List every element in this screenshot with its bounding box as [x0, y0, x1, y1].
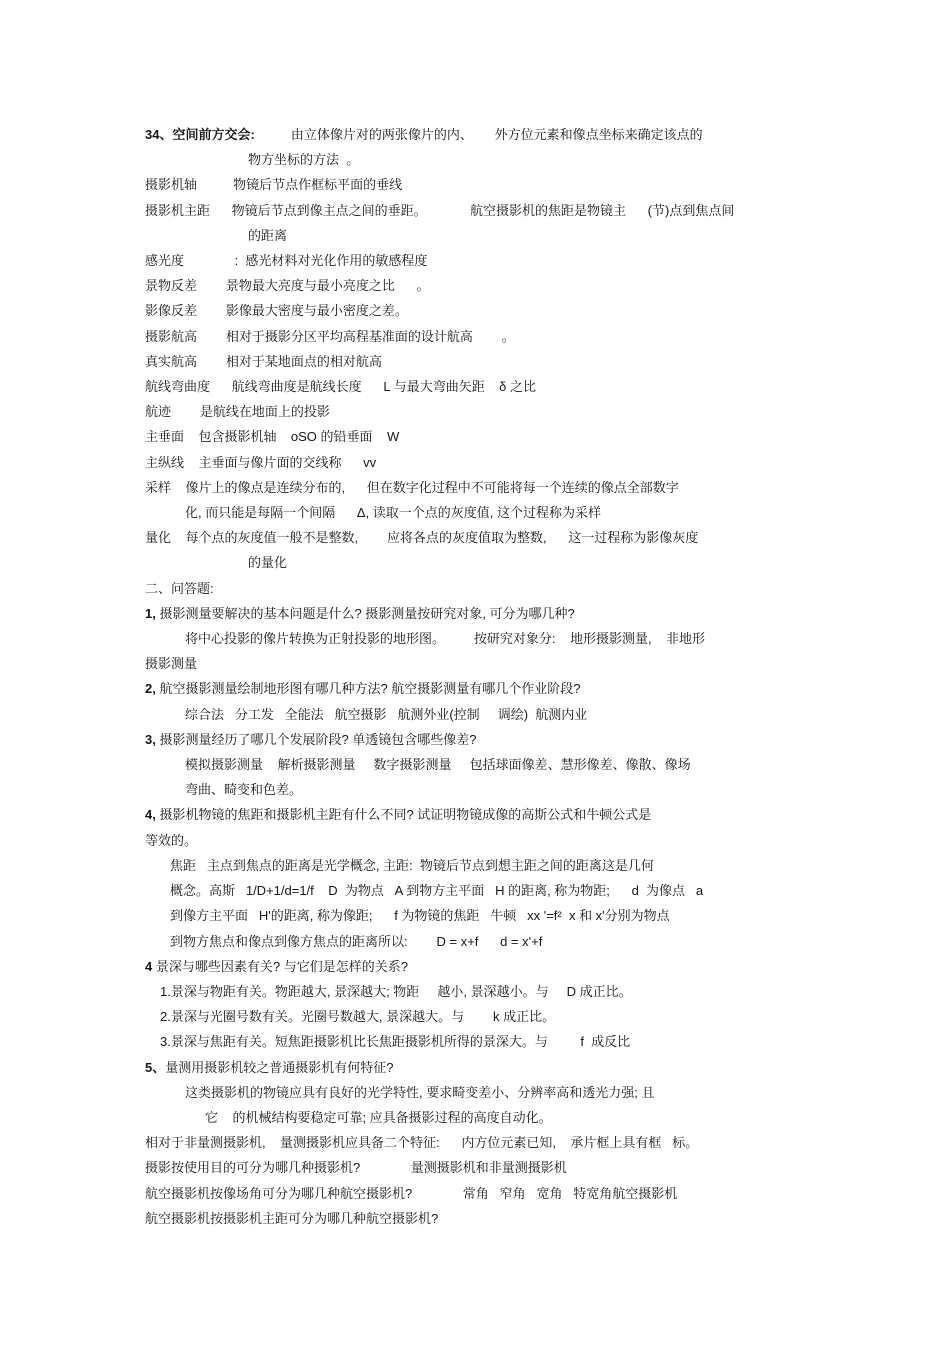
text-segment: 量测用摄影机较之普通摄影机有何特征?: [165, 1059, 394, 1075]
text-line: [248, 550, 830, 575]
text-line: [145, 802, 830, 827]
text-line: [160, 979, 830, 1004]
bold-text-segment: 3,: [145, 731, 156, 747]
text-segment: 的距离: [248, 227, 288, 243]
text-segment: 摄影按使用目的可分为哪几种摄影机? 量测摄影机和非量测摄影机: [145, 1160, 567, 1176]
text-segment: 摄影机主距 物镜后节点到像主点之间的垂距。 航空摄影机的焦距是物镜主 (节)点到焦点间: [145, 202, 735, 218]
text-segment: 摄影航高 相对于摄影分区平均高程基准面的设计航高 。: [145, 328, 515, 344]
text-line: [145, 324, 830, 349]
text-line: [170, 929, 830, 954]
text-segment: 航空摄影机按像场角可分为哪几种航空摄影机? 常角 窄角 宽角 特宽角航空摄影机: [145, 1185, 678, 1201]
text-segment: 影像反差 影像最大密度与最小密度之差。: [145, 303, 408, 319]
text-line: [170, 853, 830, 878]
bold-text-segment: 1,: [145, 605, 156, 621]
text-segment: 2.景深与光圈号数有关。光圈号数越大, 景深越大。与 k 成正比。: [160, 1009, 556, 1025]
text-line: [160, 1029, 830, 1054]
text-line: [145, 349, 830, 374]
text-segment: 将中心投影的像片转换为正射投影的地形图。 按研究对象分: 地形摄影测量, 非地形: [185, 631, 706, 647]
text-line: [248, 223, 830, 248]
text-segment: 的量化: [248, 555, 288, 571]
text-segment: 摄影机物镜的焦距和摄影机主距有什么不同? 试证明物镜成像的高斯公式和牛顿公式是: [155, 807, 652, 823]
text-line: [170, 878, 830, 903]
text-line: [185, 702, 830, 727]
text-segment: 相对于非量测摄影机, 量测摄影机应具备二个特征: 内方位元素已知, 承片框上具有框 标。: [145, 1135, 699, 1151]
text-segment: 航迹 是航线在地面上的投影: [145, 404, 330, 420]
text-line: [145, 954, 830, 979]
text-segment: 模拟摄影测量 解析摄影测量 数字摄影测量 包括球面像差、慧形像差、像散、像场: [185, 757, 691, 773]
text-segment: 弯曲、畸变和色差。: [185, 782, 303, 798]
text-segment: 真实航高 相对于某地面点的相对航高: [145, 353, 382, 369]
text-line: [145, 475, 830, 500]
text-line: [145, 374, 830, 399]
text-line: [205, 1105, 830, 1130]
text-segment: 它 的机械结构要稳定可靠; 应具备摄影过程的高度自动化。: [205, 1109, 552, 1125]
text-segment: 二、问答题:: [145, 580, 214, 596]
text-line: [145, 298, 830, 323]
text-line: [185, 626, 830, 651]
text-line: [145, 1130, 830, 1155]
text-segment: 这类摄影机的物镜应具有良好的光学特性, 要求畸变差小、分辨率高和透光力强; 且: [185, 1084, 655, 1100]
text-segment: 概念。高斯 1/D+1/d=1/f D 为物点 A 到物方主平面 H 的距离, 称为物距; d 为像点 a: [170, 883, 704, 899]
bold-text-segment: 2,: [145, 681, 156, 697]
text-segment: 物方坐标的方法 。: [248, 152, 360, 168]
text-line: [145, 424, 830, 449]
text-segment: 摄影测量经历了哪几个发展阶段? 单透镜包含哪些像差?: [155, 731, 477, 747]
text-segment: 1.景深与物距有关。物距越大, 景深越大; 物距 越小, 景深越小。与 D 成正比。: [160, 983, 632, 999]
text-line: [160, 1004, 830, 1029]
text-segment: 摄影测量要解决的基本问题是什么? 摄影测量按研究对象, 可分为哪几种?: [155, 605, 575, 621]
text-segment: 量化 每个点的灰度值一般不是整数, 应将各点的灰度值取为整数, 这一过程称为影像灰度: [145, 530, 699, 546]
text-line: [145, 676, 830, 701]
text-line: [145, 198, 830, 223]
text-segment: 主垂面 包含摄影机轴 oSO 的铅垂面 W: [145, 429, 400, 445]
text-segment: 化, 而只能是每隔一个间隔 Δ, 读取一个点的灰度值, 这个过程称为采样: [185, 505, 602, 521]
text-segment: 感光度 : 感光材料对光化作用的敏感程度: [145, 253, 428, 269]
text-line: [185, 777, 830, 802]
text-segment: 航空摄影机按摄影机主距可分为哪几种航空摄影机?: [145, 1210, 439, 1226]
text-line: [145, 450, 830, 475]
text-segment: 摄影测量: [145, 656, 198, 672]
text-segment: 综合法 分工发 全能法 航空摄影 航测外业(控制 调绘) 航测内业: [185, 706, 588, 722]
bold-text-segment: 4: [145, 958, 153, 974]
bold-text-segment: 34、空间前方交会:: [145, 127, 255, 142]
bold-text-segment: 5、: [145, 1059, 166, 1075]
text-line: [145, 828, 830, 853]
text-line: [145, 727, 830, 752]
text-line: [185, 500, 830, 525]
text-segment: 景物反差 景物最大亮度与最小亮度之比 。: [145, 278, 430, 294]
text-segment: 由立体像片对的两张像片的内、 外方位元素和像点坐标来确定该点的: [254, 127, 703, 142]
text-segment: 到像方主平面 H'的距离, 称为像距; f 为物镜的焦距 牛顿 xx '=f² x 和 x'分别为物点: [170, 908, 670, 924]
text-segment: 3.景深与焦距有关。短焦距摄影机比长焦距摄影机所得的景深大。与 f 成反比: [160, 1034, 631, 1050]
text-line: [145, 248, 830, 273]
text-line: [145, 273, 830, 298]
text-line: [248, 147, 830, 172]
text-line: [185, 1080, 830, 1105]
text-line: [145, 601, 830, 626]
text-line: [170, 903, 830, 928]
text-line: [145, 122, 830, 147]
text-segment: 航线弯曲度 航线弯曲度是航线长度 L 与最大弯曲矢距 δ 之比: [145, 379, 536, 395]
text-line: [185, 752, 830, 777]
text-segment: 摄影机轴 物镜后节点作框标平面的垂线: [145, 177, 403, 193]
text-line: [145, 651, 830, 676]
text-segment: 航空摄影测量绘制地形图有哪几种方法? 航空摄影测量有哪几个作业阶段?: [155, 681, 581, 697]
text-segment: 到物方焦点和像点到像方焦点的距离所以: D = x+f d = x'+f: [170, 933, 543, 949]
text-line: [145, 1055, 830, 1080]
text-line: [145, 1181, 830, 1206]
text-line: [145, 525, 830, 550]
text-line: [145, 1206, 830, 1231]
text-segment: 焦距 主点到焦点的距离是光学概念, 主距: 物镜后节点到想主距之间的距离这是几何: [170, 857, 654, 873]
text-segment: 景深与哪些因素有关? 与它们是怎样的关系?: [152, 958, 408, 974]
text-line: [145, 1155, 830, 1180]
text-segment: 等效的。: [145, 832, 198, 848]
text-segment: 采样 像片上的像点是连续分布的, 但在数字化过程中不可能将每一个连续的像点全部数字: [145, 479, 679, 495]
text-line: [145, 399, 830, 424]
bold-text-segment: 4,: [145, 807, 156, 823]
text-segment: 主纵线 主垂面与像片面的交线称 vv: [145, 454, 377, 470]
text-line: [145, 172, 830, 197]
text-line: [145, 576, 830, 601]
